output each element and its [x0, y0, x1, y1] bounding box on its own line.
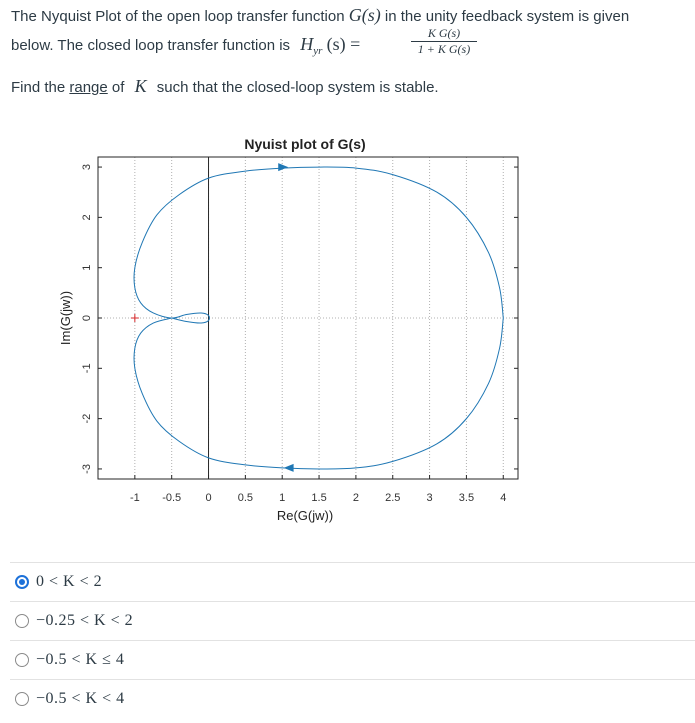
- radio-option-3[interactable]: [15, 653, 29, 667]
- radio-option-4[interactable]: [15, 692, 29, 706]
- x-tick-label: 0: [205, 492, 212, 504]
- y-tick-label: -2: [81, 413, 93, 424]
- math-k: K: [134, 76, 147, 96]
- y-tick-label: 2: [81, 214, 93, 221]
- y-axis-label: Im(G(jw)): [58, 290, 73, 346]
- x-axis-label: Re(G(jw)): [276, 508, 334, 523]
- x-tick-label: 4: [500, 492, 507, 504]
- option-label-1: 0 < K < 2: [36, 573, 103, 590]
- fraction-numerator: K G(s): [427, 26, 461, 40]
- x-tick-label: 1: [279, 492, 286, 504]
- answer-option-3[interactable]: [10, 640, 695, 679]
- x-tick-label: 2: [352, 492, 359, 504]
- y-tick-label: 1: [81, 264, 93, 271]
- question-text-1b: in the unity feedback system is given: [384, 8, 630, 25]
- answer-option-4[interactable]: [10, 679, 695, 718]
- y-tick-label: 0: [81, 314, 93, 322]
- direction-arrow-1: [278, 163, 288, 171]
- radio-option-2[interactable]: [15, 614, 29, 628]
- y-tick-label: 3: [81, 164, 93, 171]
- x-tick-label: 2.5: [385, 492, 401, 504]
- option-label-4: −0.5 < K < 4: [36, 690, 125, 707]
- range-link[interactable]: range: [69, 79, 108, 96]
- question-text-3a: Find the: [11, 79, 66, 96]
- x-tick-label: -0.5: [162, 492, 182, 504]
- x-tick-label: 3.5: [458, 492, 475, 504]
- y-tick-label: -1: [81, 363, 93, 374]
- x-tick-label: 0.5: [237, 492, 254, 504]
- math-h: H: [300, 34, 314, 54]
- option-label-3: −0.5 < K ≤ 4: [36, 651, 125, 668]
- answer-options: [10, 562, 695, 718]
- math-g-of-s: G(s): [348, 5, 381, 25]
- math-h-sub: yr: [313, 45, 323, 57]
- x-tick-label: 3: [426, 492, 433, 504]
- option-label-2: −0.25 < K < 2: [36, 612, 134, 629]
- question-text-1a: The Nyquist Plot of the open loop transfer function: [11, 8, 345, 25]
- answer-option-2[interactable]: [10, 601, 695, 640]
- question-text-3c: such that the closed-loop system is stable.: [156, 79, 439, 96]
- fraction-denominator: 1 + K G(s): [417, 42, 471, 56]
- question-text-3b: of: [111, 79, 125, 96]
- radio-option-1[interactable]: [15, 575, 29, 589]
- math-h-rest: (s) =: [326, 34, 361, 54]
- question-text-2a: below. The closed loop transfer function is: [11, 37, 291, 54]
- answer-option-1[interactable]: [10, 562, 695, 601]
- x-tick-label: -1: [129, 492, 140, 504]
- x-tick-label: 1.5: [311, 492, 327, 504]
- y-tick-label: -3: [81, 464, 93, 474]
- direction-arrow-2: [284, 464, 294, 472]
- chart-title: Nyuist plot of G(s): [244, 136, 366, 152]
